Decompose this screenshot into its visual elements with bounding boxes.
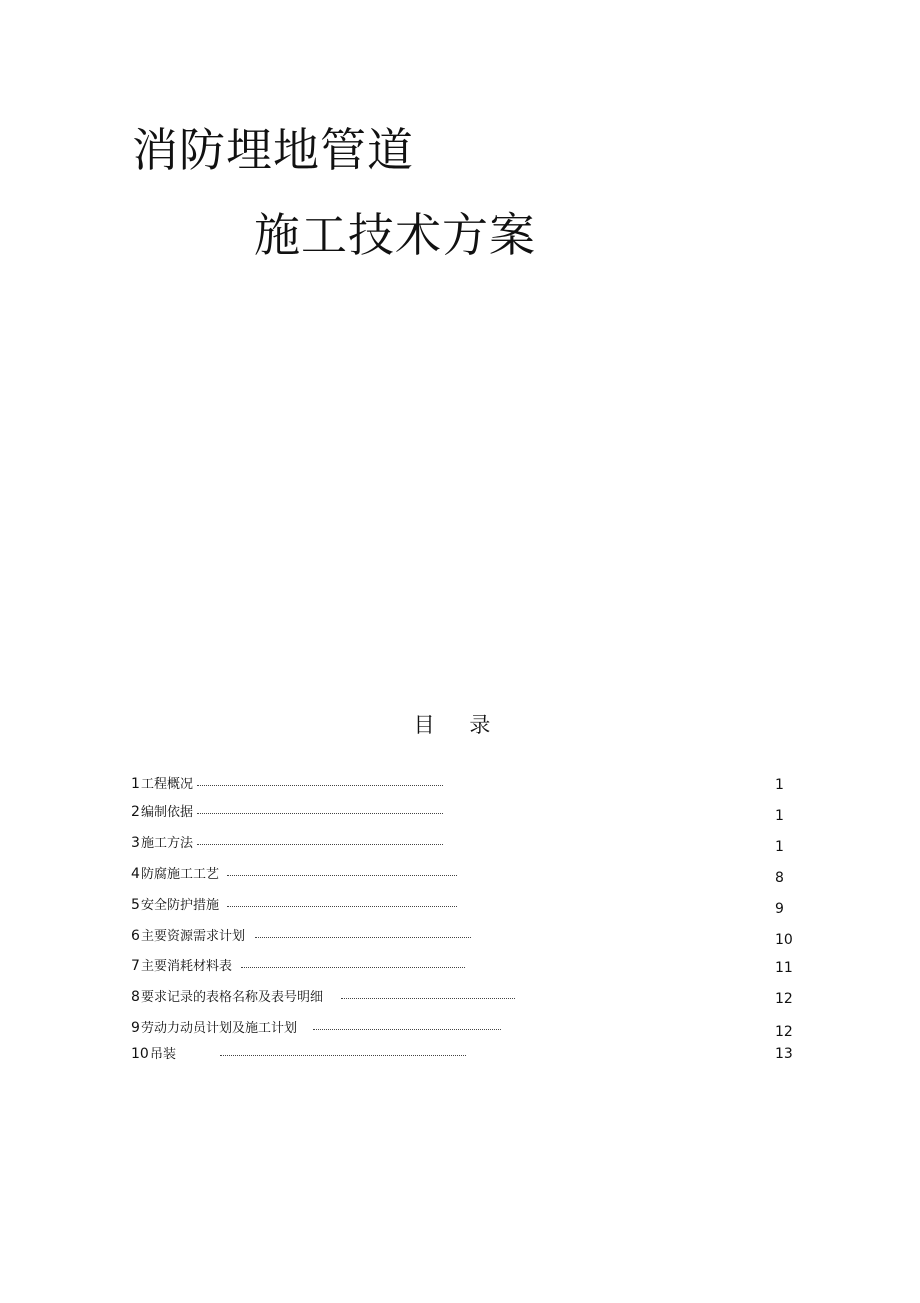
toc-entry[interactable] [131, 1018, 811, 1040]
toc-entry-number: 1 [131, 776, 140, 792]
toc-leader-dots [197, 844, 443, 845]
toc-leader-dots [227, 906, 457, 907]
toc-entry[interactable] [131, 895, 811, 917]
toc-entry-label: 工程概况 [141, 777, 194, 792]
toc-entry-page: 11 [775, 960, 793, 976]
toc-entry[interactable] [131, 1044, 811, 1066]
toc-entry[interactable] [131, 987, 811, 1009]
toc-entry[interactable] [131, 926, 811, 948]
toc-entry-label: 要求记录的表格名称及表号明细 [141, 990, 324, 1005]
toc-leader-dots [313, 1029, 501, 1030]
toc-entry-page: 1 [775, 839, 784, 855]
toc-entry[interactable] [131, 802, 811, 824]
toc-entry-page: 12 [775, 991, 793, 1007]
toc-entry[interactable] [131, 956, 811, 978]
toc-entry[interactable] [131, 774, 811, 796]
toc-entry-page: 1 [775, 808, 784, 824]
toc-entry-label: 防腐施工工艺 [141, 867, 220, 882]
toc-entry-page: 9 [775, 901, 784, 917]
toc-entry-label: 主要消耗材料表 [141, 959, 233, 974]
toc-entry-page: 13 [775, 1046, 793, 1062]
toc-leader-dots [241, 967, 465, 968]
toc-entry-number: 7 [131, 958, 140, 974]
toc-entry-number: 6 [131, 928, 140, 944]
toc-entry-page: 12 [775, 1024, 793, 1040]
document-title-line-1: 消防埋地管道 [132, 123, 414, 177]
toc-entry-number: 2 [131, 804, 140, 820]
toc-entry[interactable] [131, 864, 811, 886]
toc-entry-label: 施工方法 [141, 836, 194, 851]
toc-leader-dots [220, 1055, 466, 1056]
toc-entry-number: 3 [131, 835, 140, 851]
toc-leader-dots [197, 785, 443, 786]
toc-leader-dots [227, 875, 457, 876]
toc-entry-label: 吊装 [150, 1047, 177, 1062]
toc-entry-number: 10 [131, 1046, 149, 1062]
toc-leader-dots [341, 998, 515, 999]
toc-entry-page: 1 [775, 777, 784, 793]
toc-leader-dots [197, 813, 443, 814]
toc-entry-label: 编制依据 [141, 805, 194, 820]
toc-entry-page: 8 [775, 870, 784, 886]
toc-entry-page: 10 [775, 932, 793, 948]
toc-heading: 目 录 [413, 713, 505, 737]
toc-leader-dots [255, 937, 471, 938]
toc-entry-number: 4 [131, 866, 140, 882]
toc-entry-label: 劳动力动员计划及施工计划 [141, 1021, 298, 1036]
document-title-line-2: 施工技术方案 [254, 208, 536, 262]
toc-entry-number: 9 [131, 1020, 140, 1036]
toc-entry-number: 8 [131, 989, 140, 1005]
toc-entry[interactable] [131, 833, 811, 855]
toc-entry-number: 5 [131, 897, 140, 913]
toc-entry-label: 主要资源需求计划 [141, 929, 246, 944]
toc-entry-label: 安全防护措施 [141, 898, 220, 913]
